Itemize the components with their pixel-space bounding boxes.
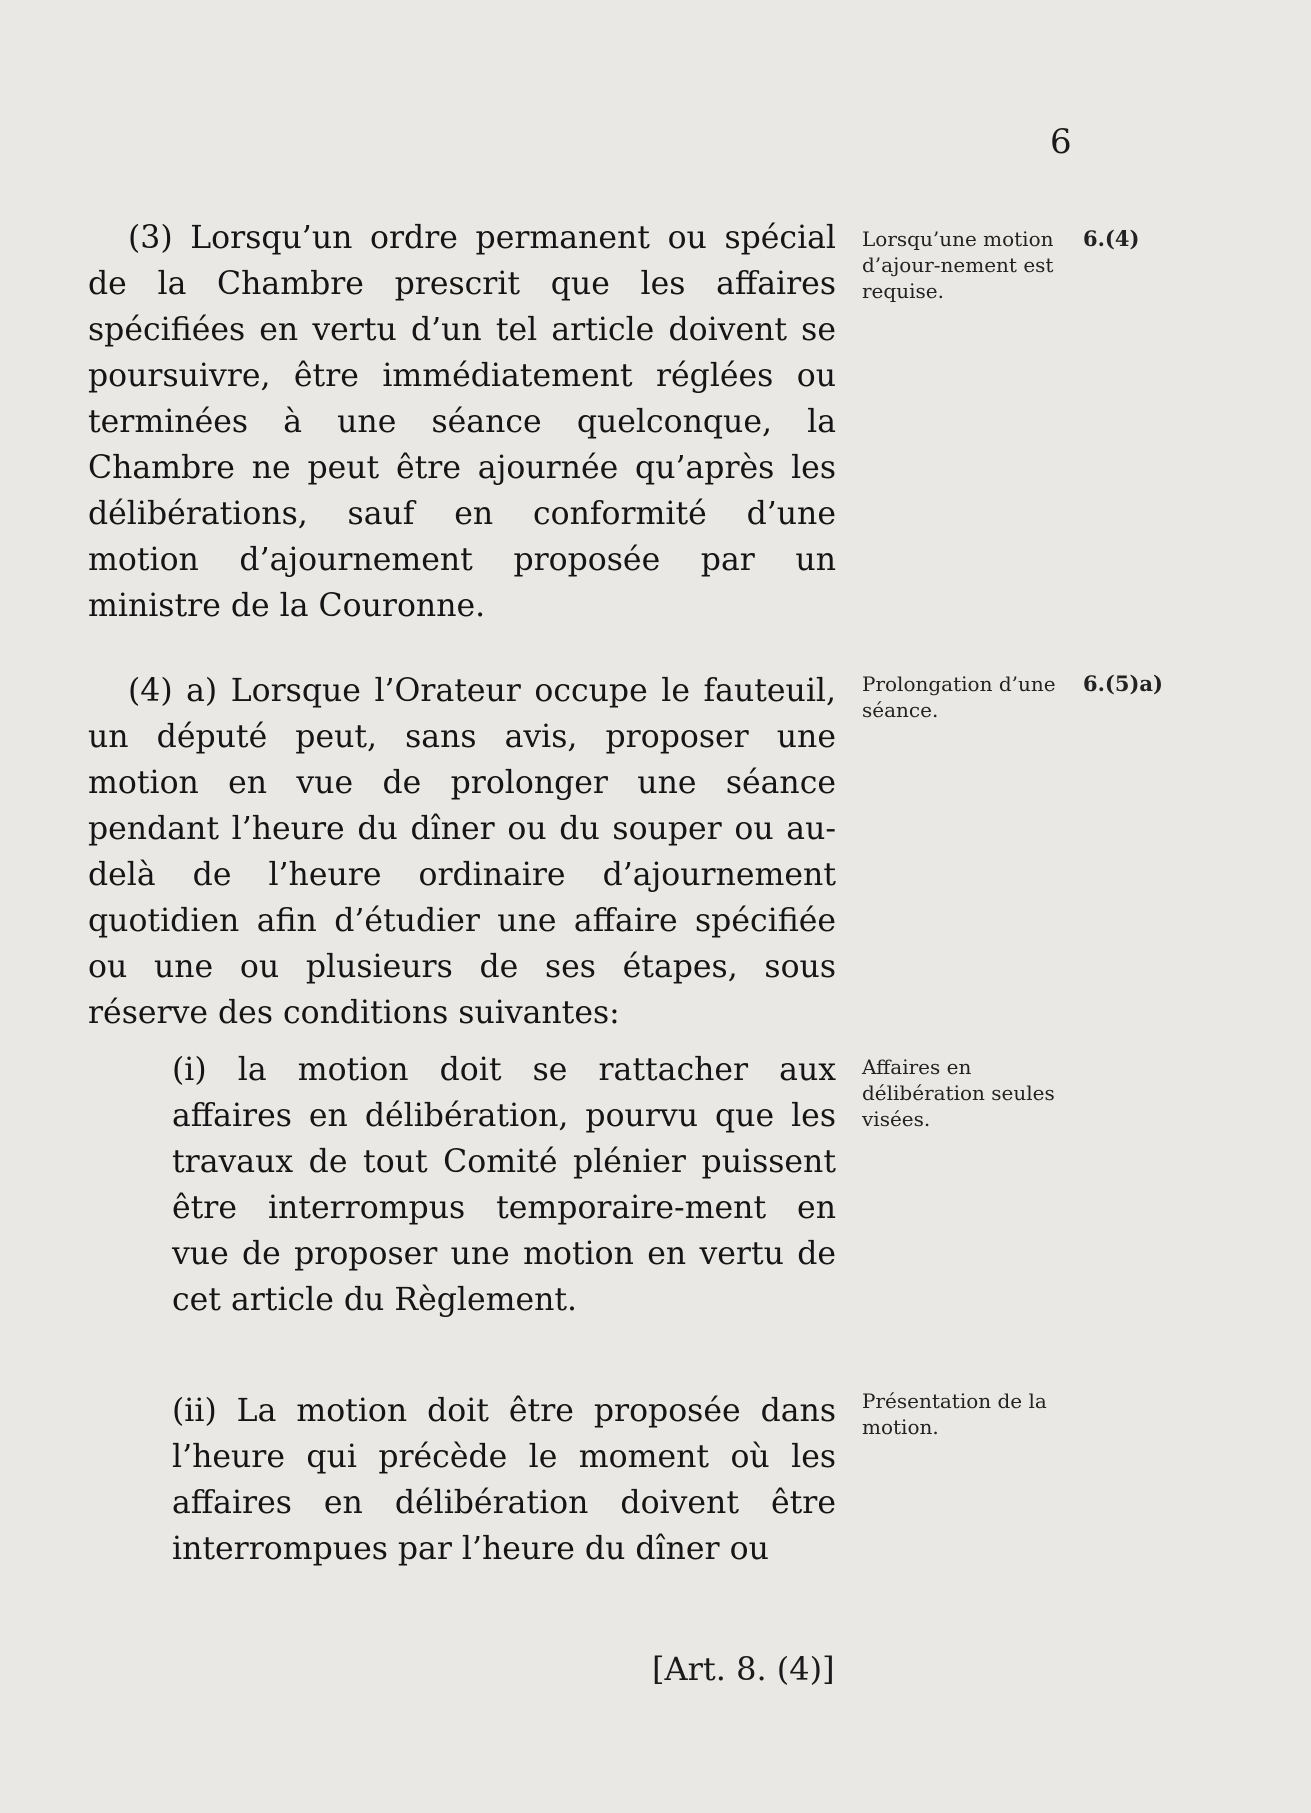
page-footer-reference: [Art. 8. (4)] bbox=[652, 1650, 835, 1688]
subparagraph-ii: (ii) La motion doit être proposée dans l’heure qui précède le moment où les affaires en délibération doivent être interrompues par l’heure du dîner ou bbox=[172, 1393, 836, 1567]
page-number: 6 bbox=[1050, 122, 1072, 162]
margin-note-adjournment-motion: Lorsqu’une motion d’ajour-nement est requise. bbox=[862, 227, 1054, 303]
margin-note-business-under-consideration: Affaires en délibération seules visées. bbox=[862, 1055, 1055, 1131]
margin-note-moving-motion: Présentation de la motion. bbox=[862, 1389, 1047, 1439]
paragraph-3: (3) Lorsqu’un ordre permanent ou spécial de la Chambre prescrit que les affaires spécifiées en vertu d’un tel article doivent se poursuivre, être immédiatement réglées ou terminées à une séance quelconque, la Chambre ne peut être ajournée qu’après les délibérations, sauf en conformité d’une motion d’ajournement proposée par un ministre de la Couronne. bbox=[88, 220, 836, 624]
reference-6-5a: 6.(5)a) bbox=[1083, 671, 1163, 696]
paragraph-4a: (4) a) Lorsque l’Orateur occupe le fauteuil, un député peut, sans avis, proposer une motion en vue de prolonger une séance pendant l’heure du dîner ou du souper ou au-delà de l’heure ordinaire d’ajournement quotidien afin d’étudier une affaire spécifiée ou une ou plusieurs de ses étapes, sous réserve des conditions suivantes: bbox=[88, 673, 836, 1031]
reference-6-4: 6.(4) bbox=[1083, 226, 1140, 251]
subparagraph-i: (i) la motion doit se rattacher aux affaires en délibération, pourvu que les travaux de tout Comité plénier puissent être interrompus temporaire-ment en vue de proposer une motion en vertu de cet article du Règlement. bbox=[172, 1052, 836, 1318]
margin-note-sitting-extension: Prolongation d’une séance. bbox=[862, 672, 1056, 722]
